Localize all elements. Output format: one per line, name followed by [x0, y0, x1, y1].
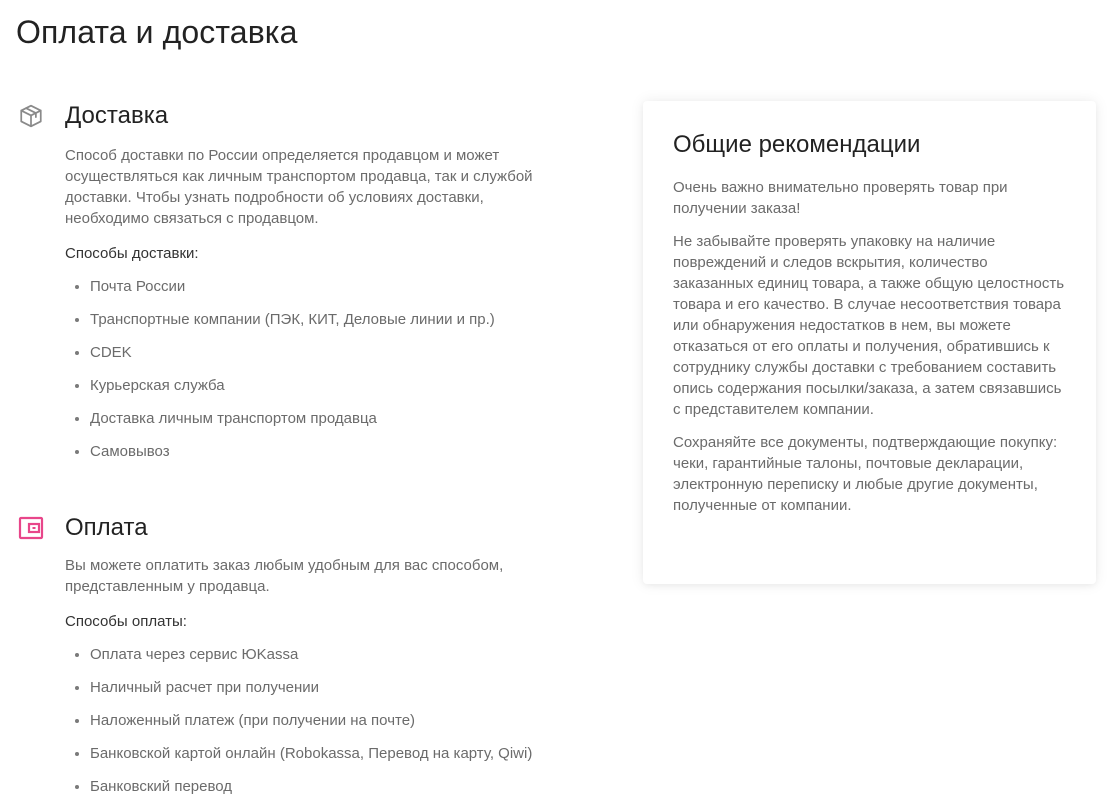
payment-method-item: Наличный расчет при получении [65, 677, 535, 698]
delivery-method-item: Самовывоз [65, 441, 535, 462]
wallet-icon [16, 513, 46, 543]
delivery-body [65, 145, 535, 462]
recommendations-card [643, 101, 1096, 584]
page-title: Оплата и доставка [16, 14, 298, 50]
payment-method-item: Банковский перевод [65, 776, 535, 797]
delivery-header [16, 101, 576, 131]
payment-section [16, 513, 576, 809]
payment-method-item: Оплата через сервис ЮKassa [65, 644, 535, 665]
delivery-method-item: Транспортные компании (ПЭК, КИТ, Деловые линии и пр.) [65, 309, 535, 330]
recommendations-paragraph: Не забывайте проверять упаковку на наличие повреждений и следов вскрытия, количество заказанных единиц товара, а также общую целостность товара и его качество. В случае несоответствия товара или обнаружения недостатков в нем, вы можете отказаться от его оплаты и получения, обратившись к сотруднику службы доставки с требованием составить опись содержания посылки/заказа, а затем связавшись с представителем компании. [673, 233, 1065, 418]
payment-methods-list [65, 644, 535, 797]
recommendations-paragraph: Очень важно внимательно проверять товар при получении заказа! [673, 179, 1008, 217]
delivery-method-item: Курьерская служба [65, 375, 535, 396]
delivery-methods-list [65, 276, 535, 462]
payment-header [16, 513, 576, 543]
delivery-title: Доставка [65, 102, 169, 129]
payment-method-item: Наложенный платеж (при получении на почте) [65, 710, 535, 731]
payment-method-item: Банковской картой онлайн (Robokassa, Перевод на карту, Qiwi) [65, 743, 535, 764]
delivery-description: Способ доставки по России определяется продавцом и может осуществляться как личным транспортом продавца, так и службой доставки. Чтобы узнать подробности об условиях доставки, необходимо связаться с продавцом. [65, 147, 533, 227]
payment-body [65, 555, 535, 797]
recommendations-paragraph: Сохраняйте все документы, подтверждающие покупку: чеки, гарантийные талоны, почтовые декларации, электронную переписку и любые другие документы, полученные от компании. [673, 434, 1058, 514]
payment-description: Вы можете оплатить заказ любым удобным для вас способом, представленным у продавца. [65, 557, 504, 595]
payment-methods-label: Способы оплаты: [65, 613, 187, 630]
recommendations-title: Общие рекомендации [673, 131, 921, 158]
delivery-methods-label: Способы доставки: [65, 245, 199, 262]
delivery-section [16, 101, 576, 474]
delivery-method-item: Почта России [65, 276, 535, 297]
delivery-method-item: CDEK [65, 342, 535, 363]
payment-title: Оплата [65, 514, 148, 541]
box-icon [16, 101, 46, 131]
delivery-method-item: Доставка личным транспортом продавца [65, 408, 535, 429]
